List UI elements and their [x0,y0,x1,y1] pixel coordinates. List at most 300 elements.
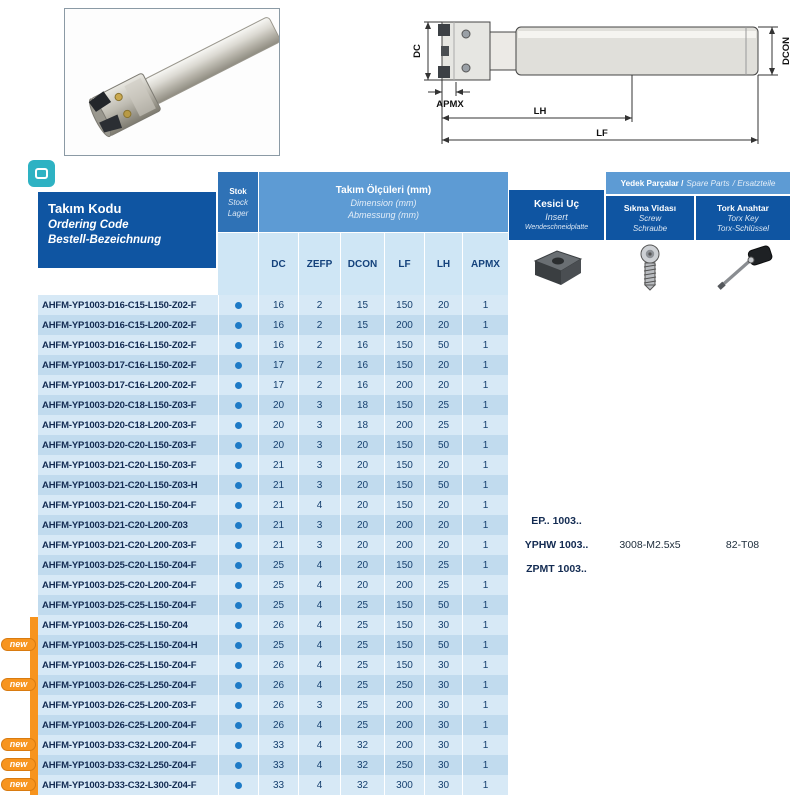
table-row [38,355,508,375]
row-code: AHFM-YP1003-D21-C20-L200-Z03-F [42,539,197,551]
row-lf: 150 [384,475,424,495]
screw-value: 3008-M2.5x5 [619,539,681,551]
row-apmx: 1 [462,415,508,435]
row-code: AHFM-YP1003-D26-C25-L150-Z04-F [42,659,197,671]
table-row [38,555,508,575]
row-dcon: 20 [340,495,384,515]
row-zefp: 4 [298,755,340,775]
row-zefp: 3 [298,535,340,555]
torx-header-en: Torx Key [727,214,759,223]
table-body [38,295,508,795]
row-code: AHFM-YP1003-D20-C18-L200-Z03-F [42,419,197,431]
column-label-zefp: ZEFP [298,233,340,295]
table-row [38,655,508,675]
row-lh: 30 [424,735,462,755]
row-code: AHFM-YP1003-D17-C16-L150-Z02-F [42,359,197,371]
row-stock [218,675,258,695]
table-row [38,335,508,355]
row-lf: 150 [384,555,424,575]
row-apmx: 1 [462,395,508,415]
row-lf: 150 [384,615,424,635]
row-dc: 25 [258,635,298,655]
row-stock [218,615,258,635]
table-row [38,735,508,755]
row-zefp: 4 [298,655,340,675]
row-lh: 50 [424,595,462,615]
row-stock [218,315,258,335]
row-lh: 25 [424,575,462,595]
row-stock [218,295,258,315]
row-apmx: 1 [462,555,508,575]
clamping-screw-icon [606,242,694,294]
row-lf: 200 [384,715,424,735]
stock-dot-icon [235,382,242,389]
stock-dot-icon [235,522,242,529]
row-stock [218,575,258,595]
row-dcon: 25 [340,595,384,615]
cutter-neck [490,32,516,70]
stock-dot-icon [235,582,242,589]
stock-dot-icon [235,642,242,649]
dim-label-lf: LF [596,128,608,139]
table-row [38,295,508,315]
row-apmx: 1 [462,515,508,535]
row-dc: 21 [258,455,298,475]
row-stock [218,715,258,735]
row-code: AHFM-YP1003-D21-C20-L150-Z03-F [42,459,197,471]
spare-parts-tr: Yedek Parçalar / [620,178,684,188]
row-dc: 16 [258,335,298,355]
new-badge: new [1,778,36,791]
row-stock [218,455,258,475]
dim-label-apmx: APMX [436,99,464,110]
row-apmx: 1 [462,495,508,515]
row-apmx: 1 [462,695,508,715]
row-dcon: 20 [340,535,384,555]
insert-header-en: Insert [545,212,568,222]
stock-dot-icon [235,682,242,689]
row-lf: 150 [384,395,424,415]
row-zefp: 4 [298,595,340,615]
row-dc: 26 [258,675,298,695]
row-lf: 200 [384,695,424,715]
row-zefp: 2 [298,295,340,315]
row-lh: 20 [424,295,462,315]
row-apmx: 1 [462,755,508,775]
table-row [38,415,508,435]
row-dcon: 25 [340,695,384,715]
row-dcon: 32 [340,775,384,795]
row-dcon: 25 [340,715,384,735]
insert-header-tr: Kesici Uç [533,199,580,210]
stock-header-tr: Stok [229,186,247,196]
stock-dot-icon [235,342,242,349]
row-code: AHFM-YP1003-D20-C18-L150-Z03-F [42,399,197,411]
row-zefp: 4 [298,635,340,655]
row-lf: 200 [384,575,424,595]
row-lf: 150 [384,435,424,455]
row-stock [218,635,258,655]
column-label-apmx: APMX [462,233,508,295]
row-lh: 50 [424,475,462,495]
row-lf: 200 [384,375,424,395]
row-lh: 50 [424,635,462,655]
row-stock [218,355,258,375]
row-lf: 150 [384,595,424,615]
torx-header-tr: Tork Anahtar [717,203,769,213]
row-dc: 26 [258,715,298,735]
stock-dot-icon [235,362,242,369]
row-lh: 20 [424,455,462,475]
row-stock [218,435,258,455]
row-code: AHFM-YP1003-D16-C15-L200-Z02-F [42,319,197,331]
row-apmx: 1 [462,355,508,375]
row-zefp: 4 [298,615,340,635]
screw-header-en: Screw [638,214,662,223]
row-lh: 25 [424,415,462,435]
row-code: AHFM-YP1003-D20-C20-L150-Z03-F [42,439,197,451]
dimension-labels-row [218,233,508,295]
row-lh: 50 [424,335,462,355]
new-badge: new [1,678,36,691]
row-apmx: 1 [462,735,508,755]
row-dcon: 20 [340,435,384,455]
row-apmx: 1 [462,595,508,615]
stock-dot-icon [235,442,242,449]
row-lh: 30 [424,715,462,735]
row-zefp: 2 [298,315,340,335]
row-dcon: 25 [340,635,384,655]
row-lf: 200 [384,735,424,755]
row-lh: 20 [424,315,462,335]
code-header-de: Bestell-Bezeichnung [48,234,162,246]
stock-header-de: Lager [227,208,249,218]
row-apmx: 1 [462,655,508,675]
row-lh: 30 [424,615,462,635]
row-dcon: 20 [340,475,384,495]
row-dc: 21 [258,495,298,515]
insert-value-2: YPHW 1003.. [524,539,589,551]
row-dcon: 18 [340,395,384,415]
row-dc: 33 [258,755,298,775]
row-lh: 30 [424,775,462,795]
row-apmx: 1 [462,535,508,555]
code-header-en: Ordering Code [48,219,129,231]
row-dc: 20 [258,395,298,415]
row-zefp: 2 [298,375,340,395]
insert-column-header [509,190,604,240]
row-stock [218,375,258,395]
new-badge: new [1,638,36,651]
stock-dot-icon [235,482,242,489]
row-apmx: 1 [462,475,508,495]
dimensions-header-en: Dimension (mm) [350,197,417,208]
row-dcon: 15 [340,315,384,335]
row-dc: 21 [258,475,298,495]
dimensions-header [259,172,508,232]
stock-dot-icon [235,622,242,629]
row-zefp: 3 [298,455,340,475]
stock-dot-icon [235,562,242,569]
row-lf: 150 [384,355,424,375]
stock-dot-icon [235,302,242,309]
row-stock [218,595,258,615]
dimensions-header-de: Abmessung (mm) [347,209,419,220]
row-zefp: 4 [298,775,340,795]
row-dcon: 32 [340,735,384,755]
row-dcon: 15 [340,295,384,315]
row-lf: 250 [384,755,424,775]
row-code: AHFM-YP1003-D21-C20-L150-Z03-H [42,479,198,491]
table-row [38,375,508,395]
stock-dot-icon [235,542,242,549]
row-zefp: 3 [298,435,340,455]
row-dc: 16 [258,295,298,315]
table-row [38,615,508,635]
torx-column-header [696,196,790,240]
row-stock [218,755,258,775]
row-lh: 20 [424,515,462,535]
row-apmx: 1 [462,675,508,695]
row-stock [218,515,258,535]
row-zefp: 4 [298,675,340,695]
torx-value: 82-T08 [725,539,760,551]
table-row [38,475,508,495]
row-zefp: 2 [298,355,340,375]
table-row [38,455,508,475]
row-zefp: 4 [298,575,340,595]
row-code: AHFM-YP1003-D33-C32-L200-Z04-F [42,739,197,751]
row-lh: 20 [424,495,462,515]
stock-dot-icon [235,762,242,769]
stock-dot-icon [235,322,242,329]
stock-dot-icon [235,402,242,409]
table-row [38,495,508,515]
stock-column-header [218,172,258,232]
row-stock [218,655,258,675]
row-stock [218,695,258,715]
spare-parts-de: / Ersatzteile [732,178,776,188]
row-apmx: 1 [462,715,508,735]
torx-header-de: Torx-Schlüssel [716,224,770,233]
row-dcon: 20 [340,555,384,575]
stock-dot-icon [235,742,242,749]
stock-dot-icon [235,702,242,709]
milling-insert-icon [509,242,604,294]
row-code: AHFM-YP1003-D25-C25-L150-Z04-H [42,639,198,651]
stock-dot-icon [235,662,242,669]
row-zefp: 3 [298,515,340,535]
row-apmx: 1 [462,435,508,455]
product-photo [64,8,280,156]
row-dc: 33 [258,735,298,755]
row-lh: 25 [424,395,462,415]
screw-column-header [606,196,694,240]
stock-dot-icon [235,422,242,429]
row-lh: 50 [424,435,462,455]
row-code: AHFM-YP1003-D16-C15-L150-Z02-F [42,299,197,311]
table-row [38,395,508,415]
row-dcon: 20 [340,575,384,595]
row-code: AHFM-YP1003-D26-C25-L200-Z04-F [42,719,197,731]
stock-dot-icon [235,462,242,469]
row-stock [218,415,258,435]
dim-label-dcon: DCON [781,37,792,65]
table-row [38,515,508,535]
row-dcon: 25 [340,675,384,695]
column-label-dc: DC [258,233,298,295]
table-row [38,695,508,715]
row-dcon: 18 [340,415,384,435]
catalog-table [38,172,790,797]
row-stock [218,495,258,515]
torx-value-cell [695,295,790,795]
row-dc: 21 [258,535,298,555]
row-apmx: 1 [462,635,508,655]
dimensions-header-tr: Takım Ölçüleri (mm) [335,184,432,196]
row-code: AHFM-YP1003-D33-C32-L250-Z04-F [42,759,197,771]
row-dc: 20 [258,415,298,435]
column-label-dcon: DCON [340,233,384,295]
column-label-lh: LH [424,233,462,295]
spare-parts-header [606,172,790,194]
row-lf: 150 [384,295,424,315]
row-lf: 150 [384,455,424,475]
row-dcon: 25 [340,655,384,675]
row-lf: 300 [384,775,424,795]
table-row [38,435,508,455]
table-row [38,635,508,655]
row-dcon: 25 [340,615,384,635]
row-code: AHFM-YP1003-D17-C16-L200-Z02-F [42,379,197,391]
table-header [38,172,790,295]
row-dc: 33 [258,775,298,795]
row-zefp: 3 [298,475,340,495]
row-lf: 150 [384,495,424,515]
row-lh: 30 [424,655,462,675]
row-dc: 25 [258,555,298,575]
row-code: AHFM-YP1003-D25-C25-L150-Z04-F [42,599,197,611]
row-code: AHFM-YP1003-D33-C32-L300-Z04-F [42,779,197,791]
row-dc: 26 [258,655,298,675]
stock-header-en: Stock [227,197,248,207]
row-apmx: 1 [462,455,508,475]
row-stock [218,475,258,495]
row-dcon: 16 [340,355,384,375]
row-stock [218,775,258,795]
row-code: AHFM-YP1003-D25-C20-L150-Z04-F [42,559,197,571]
row-lf: 200 [384,415,424,435]
row-code: AHFM-YP1003-D21-C20-L200-Z03 [42,519,188,531]
table-row [38,755,508,775]
dim-label-lh: LH [533,106,547,117]
row-stock [218,735,258,755]
row-code: AHFM-YP1003-D26-C25-L200-Z03-F [42,699,197,711]
stock-dot-icon [235,722,242,729]
row-dc: 20 [258,435,298,455]
row-dc: 21 [258,515,298,535]
row-stock [218,555,258,575]
row-lf: 250 [384,675,424,695]
stock-dot-icon [235,602,242,609]
row-apmx: 1 [462,335,508,355]
table-row [38,315,508,335]
row-dc: 16 [258,315,298,335]
table-row [38,715,508,735]
row-apmx: 1 [462,615,508,635]
row-code: AHFM-YP1003-D16-C16-L150-Z02-F [42,339,197,351]
row-lh: 20 [424,355,462,375]
row-zefp: 4 [298,555,340,575]
row-lh: 30 [424,695,462,715]
row-zefp: 3 [298,415,340,435]
row-zefp: 3 [298,695,340,715]
column-label-lf: LF [384,233,424,295]
torx-key-icon [696,242,790,294]
technical-drawing [412,2,804,154]
spare-parts-en: Spare Parts [686,178,730,188]
row-lh: 30 [424,755,462,775]
insert-value-1: EP.. 1003.. [531,515,582,527]
row-apmx: 1 [462,575,508,595]
new-badge: new [1,738,36,751]
row-stock [218,535,258,555]
row-zefp: 2 [298,335,340,355]
row-lh: 30 [424,675,462,695]
table-row [38,595,508,615]
screw-value-cell [605,295,695,795]
row-dcon: 32 [340,755,384,775]
row-code: AHFM-YP1003-D26-C25-L150-Z04 [42,619,188,631]
row-code: AHFM-YP1003-D21-C20-L150-Z04-F [42,499,197,511]
row-zefp: 4 [298,735,340,755]
row-dc: 26 [258,695,298,715]
row-lh: 20 [424,535,462,555]
row-zefp: 4 [298,715,340,735]
row-code: AHFM-YP1003-D26-C25-L250-Z04-F [42,679,197,691]
table-row [38,775,508,795]
code-header-tr: Takım Kodu [48,201,122,216]
row-lf: 150 [384,635,424,655]
row-apmx: 1 [462,295,508,315]
ordering-code-header [38,192,216,268]
row-lh: 20 [424,375,462,395]
table-row [38,575,508,595]
row-lf: 200 [384,515,424,535]
product-photo-image [65,9,279,155]
stock-dot-icon [235,782,242,789]
row-lf: 200 [384,315,424,335]
dim-label-dc: DC [412,44,423,58]
row-stock [218,335,258,355]
row-zefp: 4 [298,495,340,515]
row-dcon: 20 [340,515,384,535]
table-row [38,675,508,695]
row-dc: 17 [258,375,298,395]
row-apmx: 1 [462,315,508,335]
stock-dot-icon [235,502,242,509]
row-dc: 25 [258,595,298,615]
row-dc: 26 [258,615,298,635]
insert-value-3: ZPMT 1003.. [526,563,587,575]
row-dcon: 16 [340,335,384,355]
row-lh: 25 [424,555,462,575]
row-code: AHFM-YP1003-D25-C20-L200-Z04-F [42,579,197,591]
row-lf: 200 [384,535,424,555]
row-lf: 150 [384,655,424,675]
screw-header-tr: Sıkma Vidası [623,203,677,213]
screw-header-de: Schraube [632,224,668,233]
